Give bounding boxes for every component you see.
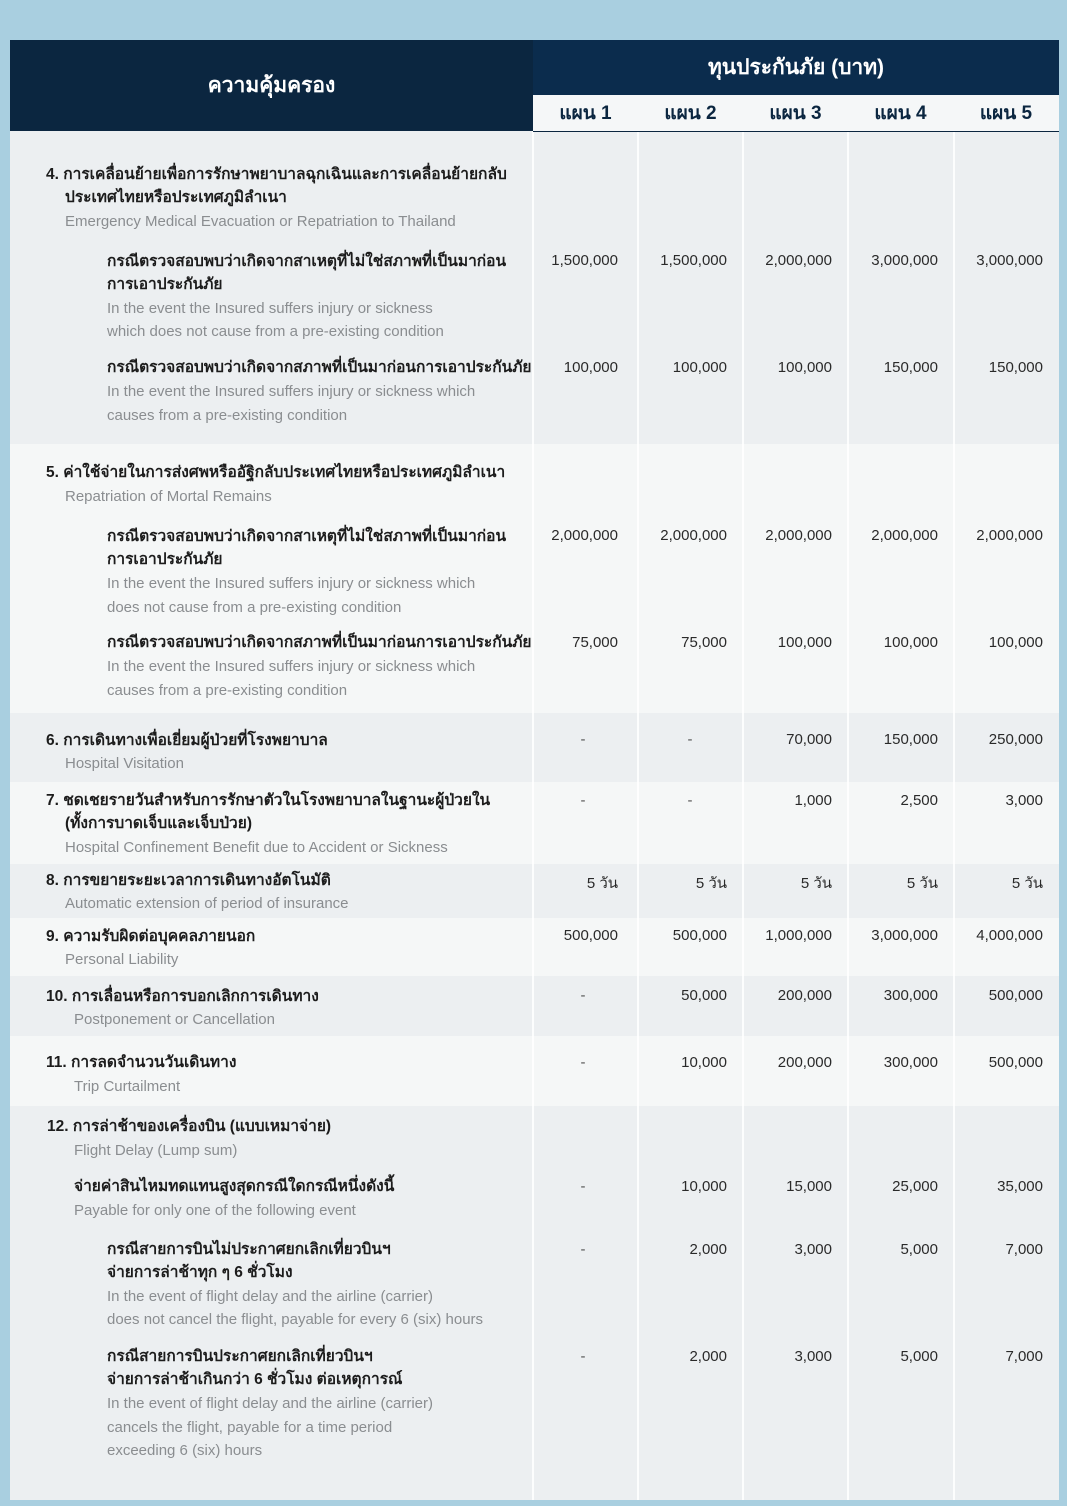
plan-5-value: 7,000 [1005,1241,1043,1258]
s12-sub2-th-cont: จ่ายการล่าช้าเกินกว่า 6 ชั่วโมง ต่อเหตุการณ์ [107,1371,403,1388]
plan-4-value: 5,000 [900,1348,938,1365]
section-4-title: 4. การเคลื่อนย้ายเพื่อการรักษาพยาบาลฉุกเฉินและการเคลื่อนย้ายกลับ [46,166,507,183]
plan-4-value: 3,000,000 [871,252,938,269]
section-12-title: 12. การล่าช้าของเครื่องบิน (แบบเหมาจ่าย) [47,1118,332,1135]
section-6-en: Hospital Visitation [65,755,184,772]
section-4-en: Emergency Medical Evacuation or Repatriation to Thailand [65,213,456,230]
plan-5-value: 100,000 [988,634,1043,651]
plan-2-value: 75,000 [681,634,727,651]
section-7-en: Hospital Confinement Benefit due to Accident or Sickness [65,839,448,856]
plan-1-value: 500,000 [563,927,618,944]
coverage-table [10,40,1059,1500]
plan-3-value: 5 วัน [800,875,832,892]
plan-1-value: - [580,1054,586,1071]
plan-5-value: 2,000,000 [976,527,1043,544]
section-5-en: Repatriation of Mortal Remains [65,488,272,505]
plan-4-value: 5,000 [900,1241,938,1258]
plan-2-value: 10,000 [681,1178,727,1195]
plan-3-value: 200,000 [777,987,832,1004]
section-5-title: 5. ค่าใช้จ่ายในการส่งศพหรืออัฐิกลับประเทศไทยหรือประเทศภูมิลำเนา [46,464,506,481]
plan-header-row [533,95,1059,132]
plan-2-value: 50,000 [681,987,727,1004]
plan-2-value: - [687,731,693,748]
plan-5-value: 5 วัน [1011,875,1043,892]
s12-sub2-en-cont: cancels the flight, payable for a time period [107,1419,393,1436]
section-7-title: 7. ชดเชยรายวันสำหรับการรักษาตัวในโรงพยาบาลในฐานะผู้ป่วยใน [46,792,491,809]
plan-5-value: 500,000 [988,987,1043,1004]
plan-3-value: 70,000 [786,731,832,748]
plan-2-header: แผน 2 [664,103,717,124]
sum-insured-header: ทุนประกันภัย (บาท) [533,40,1059,95]
s4-sub1-en: In the event the Insured suffers injury or sickness [107,300,433,317]
plan-1-value: - [580,1178,586,1195]
column-divider [742,131,744,1500]
s12-max-th: จ่ายค่าสินไหมทดแทนสูงสุดกรณีใดกรณีหนึ่งดังนี้ [74,1178,395,1195]
section-6-title: 6. การเดินทางเพื่อเยี่ยมผู้ป่วยที่โรงพยาบาล [46,732,328,749]
plan-4-value: 300,000 [883,987,938,1004]
plan-1-value: 100,000 [563,359,618,376]
plan-1-header: แผน 1 [559,103,612,124]
plan-1-value: 75,000 [572,634,618,651]
plan-5-value: 7,000 [1005,1348,1043,1365]
plan-1-value: - [580,731,586,748]
plan-2-value: 1,500,000 [660,252,727,269]
s4-sub2-en-cont: causes from a pre-existing condition [107,407,348,424]
plan-5-value: 150,000 [988,359,1043,376]
s5-sub1-th-cont: การเอาประกันภัย [107,551,223,568]
s12-sub2-en-cont2: exceeding 6 (six) hours [107,1442,263,1459]
s12-sub2-th: กรณีสายการบินประกาศยกเลิกเที่ยวบินฯ [107,1348,373,1365]
plan-2-value: 2,000 [689,1241,727,1258]
section-9-title: 9. ความรับผิดต่อบุคคลภายนอก [46,928,256,945]
plan-4-value: 2,500 [900,792,938,809]
column-divider [953,131,955,1500]
plan-5-header: แผน 5 [979,103,1033,124]
plan-3-value: 200,000 [777,1054,832,1071]
plan-2-value: 5 วัน [695,875,727,892]
plan-2-value: 10,000 [681,1054,727,1071]
plan-1-value: 1,500,000 [551,252,618,269]
plan-3-value: 100,000 [777,634,832,651]
plan-3-value: 2,000,000 [765,252,832,269]
plan-4-value: 2,000,000 [871,527,938,544]
plan-1-value: 2,000,000 [551,527,618,544]
plan-4-value: 25,000 [892,1178,938,1195]
plan-4-value: 300,000 [883,1054,938,1071]
section-10-title: 10. การเลื่อนหรือการบอกเลิกการเดินทาง [46,988,319,1005]
s4-sub1-th-cont: การเอาประกันภัย [107,276,223,293]
plan-2-value: 2,000,000 [660,527,727,544]
column-divider [637,131,639,1500]
plan-4-header: แผน 4 [874,103,927,124]
plan-4-value: 5 วัน [906,875,938,892]
s12-sub1-en-cont: does not cancel the flight, payable for every 6 (six) hours [107,1311,484,1328]
s12-max-en: Payable for only one of the following event [74,1202,356,1219]
plan-2-value: 100,000 [672,359,727,376]
section-4-title-cont: ประเทศไทยหรือประเทศภูมิลำเนา [65,189,287,206]
column-divider [847,131,849,1500]
coverage-header: ความคุ้มครอง [10,40,533,131]
s4-sub1-en-cont: which does not cause from a pre-existing condition [107,323,444,340]
s4-sub2-th: กรณีตรวจสอบพบว่าเกิดจากสภาพที่เป็นมาก่อนการเอาประกันภัย [107,359,532,376]
plan-3-value: 3,000 [794,1348,832,1365]
column-divider [532,131,534,1500]
plan-5-value: 250,000 [988,731,1043,748]
plan-2-value: 500,000 [672,927,727,944]
section-8-en: Automatic extension of period of insurance [65,895,349,912]
plan-1-value: - [580,987,586,1004]
s12-sub1-en: In the event of flight delay and the airline (carrier) [107,1288,434,1305]
s5-sub2-en-cont: causes from a pre-existing condition [107,682,348,699]
plan-5-value: 35,000 [997,1178,1043,1195]
plan-3-value: 100,000 [777,359,832,376]
s12-sub1-th-cont: จ่ายการล่าช้าทุก ๆ 6 ชั่วโมง [107,1264,293,1281]
plan-3-header: แผน 3 [769,103,822,124]
plan-3-value: 2,000,000 [765,527,832,544]
plan-5-value: 3,000,000 [976,252,1043,269]
plan-1-value: - [580,792,586,809]
s12-sub1-th: กรณีสายการบินไม่ประกาศยกเลิกเที่ยวบินฯ [107,1241,391,1258]
plan-4-value: 3,000,000 [871,927,938,944]
plan-3-value: 1,000 [794,792,832,809]
section-7-title-cont: (ทั้งการบาดเจ็บและเจ็บป่วย) [65,815,253,832]
plan-5-value: 3,000 [1005,792,1043,809]
plan-4-value: 150,000 [883,359,938,376]
plan-5-value: 4,000,000 [976,927,1043,944]
plan-5-value: 500,000 [988,1054,1043,1071]
plan-1-value: 5 วัน [586,875,618,892]
section-8-title: 8. การขยายระยะเวลาการเดินทางอัตโนมัติ [46,872,331,889]
s4-sub2-en: In the event the Insured suffers injury or sickness which [107,383,476,400]
s12-sub2-en: In the event of flight delay and the airline (carrier) [107,1395,434,1412]
section-11-title: 11. การลดจำนวนวันเดินทาง [46,1054,237,1071]
plan-4-value: 100,000 [883,634,938,651]
section-10-en: Postponement or Cancellation [74,1011,275,1028]
section-11-en: Trip Curtailment [74,1078,181,1095]
plan-3-value: 1,000,000 [765,927,832,944]
plan-1-value: - [580,1241,586,1258]
s5-sub2-en: In the event the Insured suffers injury or sickness which [107,658,476,675]
plan-3-value: 15,000 [786,1178,832,1195]
plan-4-value: 150,000 [883,731,938,748]
plan-3-value: 3,000 [794,1241,832,1258]
s4-sub1-th: กรณีตรวจสอบพบว่าเกิดจากสาเหตุที่ไม่ใช่สภาพที่เป็นมาก่อน [107,253,507,270]
s5-sub1-th: กรณีตรวจสอบพบว่าเกิดจากสาเหตุที่ไม่ใช่สภาพที่เป็นมาก่อน [107,528,507,545]
section-12-en: Flight Delay (Lump sum) [74,1142,238,1159]
s5-sub1-en: In the event the Insured suffers injury or sickness which [107,575,476,592]
plan-2-value: - [687,792,693,809]
section-9-en: Personal Liability [65,951,179,968]
plan-1-value: - [580,1348,586,1365]
s5-sub2-th: กรณีตรวจสอบพบว่าเกิดจากสภาพที่เป็นมาก่อนการเอาประกันภัย [107,634,532,651]
plan-2-value: 2,000 [689,1348,727,1365]
s5-sub1-en-cont: does not cause from a pre-existing condition [107,599,402,616]
